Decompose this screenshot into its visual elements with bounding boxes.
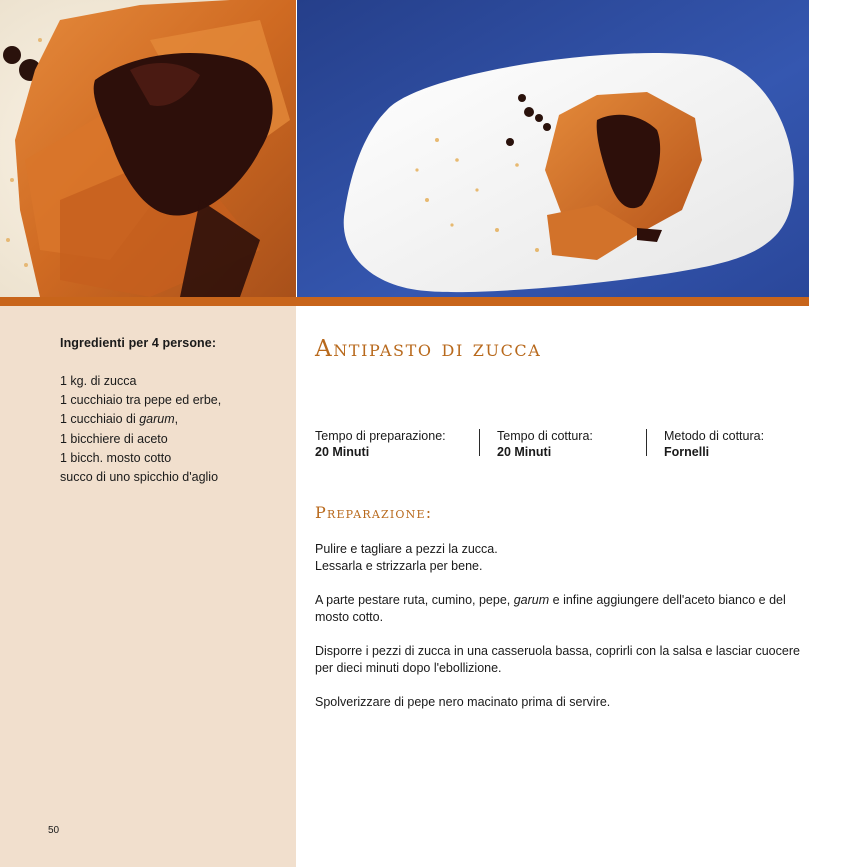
- page-number: 50: [48, 825, 60, 836]
- photo-closeup-image: [0, 0, 296, 297]
- ingredient-item: 1 bicch. mosto cotto: [60, 450, 172, 465]
- step-paragraph: Spolverizzare di pepe nero macinato prima di servire.: [315, 695, 611, 709]
- ingredient-item: 1 bicchiere di aceto: [60, 431, 168, 446]
- meta-method-label: Metodo di cottura:: [664, 429, 765, 443]
- meta-divider: [646, 429, 647, 456]
- meta-prep-time: [315, 428, 446, 460]
- photo-plated-image: [297, 0, 809, 297]
- meta-cook-method: [664, 428, 764, 460]
- accent-band: [0, 297, 809, 306]
- meta-cook-value: 20 Minuti: [497, 445, 552, 459]
- step-paragraph: A parte pestare ruta, cumino, pepe, garum e infine aggiungere dell'aceto bianco e del mosto cotto.: [315, 593, 786, 624]
- ingredient-item: 1 cucchiaio di garum,: [60, 412, 179, 427]
- ingredient-italic: garum: [139, 412, 175, 427]
- ingredient-list: [60, 372, 221, 487]
- photo-plated: [297, 0, 809, 297]
- ingredient-item: succo di uno spicchio d'aglio: [60, 470, 219, 485]
- preparation-steps: [315, 541, 810, 728]
- ingredients-sidebar: [0, 306, 296, 867]
- ingredients-heading: Ingredienti per 4 persone:: [60, 336, 217, 350]
- meta-cook-label: Tempo di cottura:: [497, 429, 593, 443]
- step-paragraph: Disporre i pezzi di zucca in una casseruola bassa, coprirli con la salsa e lasciar cuocere per dieci minuti dopo l'ebollizione.: [315, 644, 800, 675]
- ingredient-item: 1 kg. di zucca: [60, 374, 137, 388]
- preparation-heading: Preparazione:: [315, 503, 433, 522]
- ingredient-item: 1 cucchiaio tra pepe ed erbe,: [60, 393, 222, 408]
- photo-closeup: [0, 0, 296, 297]
- meta-divider: [479, 429, 480, 456]
- meta-cook-time: [497, 428, 593, 460]
- step-paragraph: Pulire e tagliare a pezzi la zucca. Lessarla e strizzarla per bene.: [315, 542, 498, 573]
- meta-method-value: Fornelli: [664, 445, 710, 459]
- recipe-title: Antipasto di zucca: [315, 336, 542, 362]
- meta-prep-label: Tempo di preparazione:: [315, 429, 446, 443]
- meta-prep-value: 20 Minuti: [315, 445, 370, 459]
- step-italic: garum: [513, 593, 550, 607]
